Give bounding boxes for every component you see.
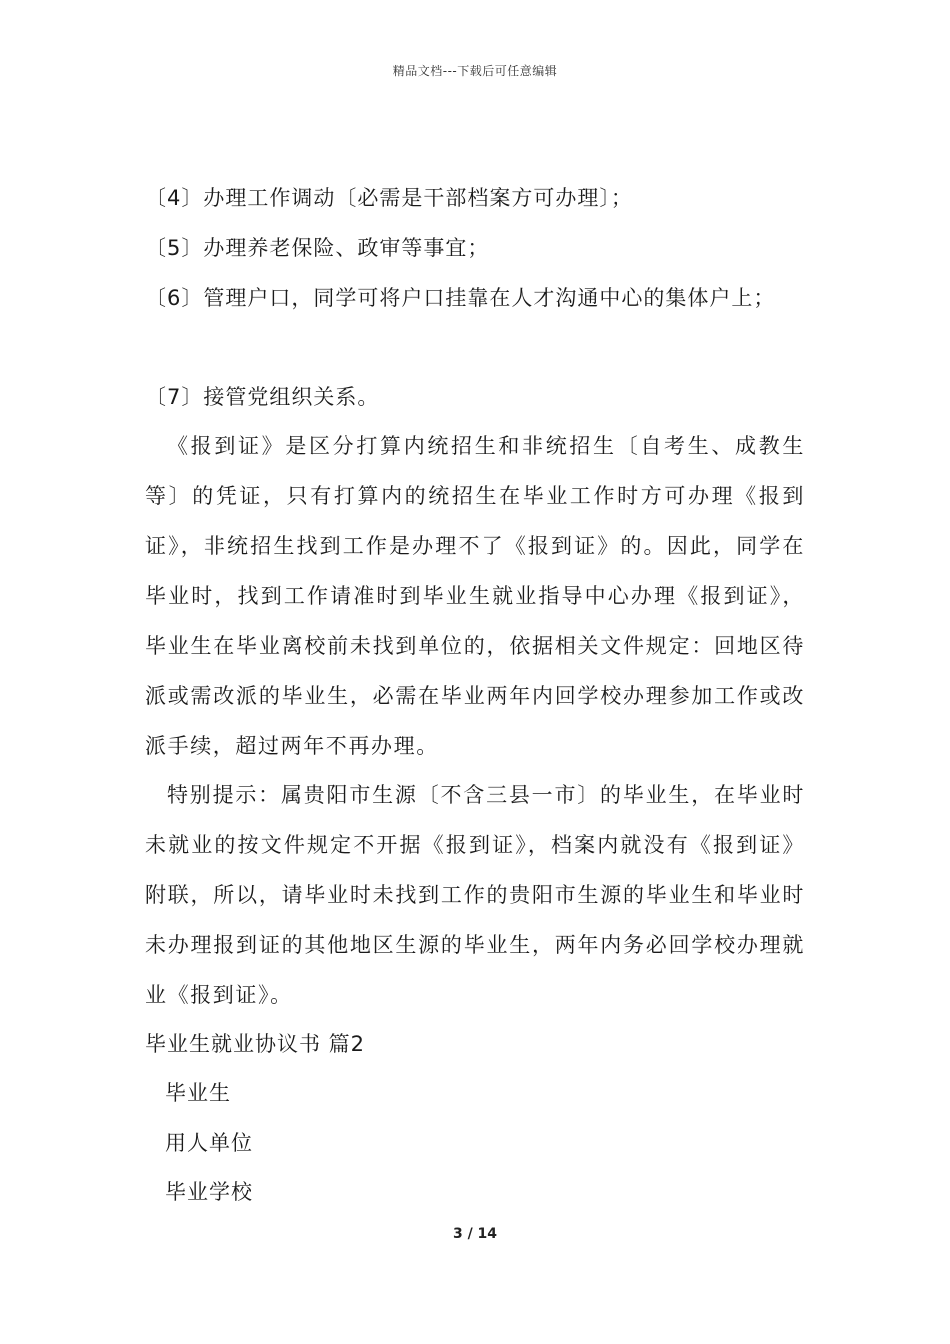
list-item-7: 〔7〕接管党组织关系。	[145, 385, 380, 409]
page-header: 精品文档---下载后可任意编辑	[392, 64, 558, 78]
list-item-5: 〔5〕办理养老保险、政审等事宜；	[145, 236, 490, 260]
list-item-6: 〔6〕管理户口，同学可将户口挂靠在人才沟通中心的集体户上；	[145, 286, 776, 310]
party-graduate: 毕业生	[165, 1081, 231, 1105]
party-school: 毕业学校	[165, 1180, 253, 1204]
section-title: 毕业生就业协议书 篇2	[145, 1032, 366, 1056]
list-item-4: 〔4〕办理工作调动〔必需是干部档案方可办理〕；	[145, 186, 633, 210]
paragraph-report-certificate: 《报到证》是区分打算内统招生和非统招生〔自考生、成教生等〕的凭证，只有打算内的统招生在毕业工作时方可办理《报到证》，非统招生找到工作是办理不了《报到证》的。因此，同学在毕业时，找到工作请准时到毕业生就业指导中心办理《报到证》，毕业生在毕业离校前未找到单位的，依据相关文件规定：回地区待派或需改派的毕业生，必需在毕业两年内回学校办理参加工作或改派手续，超过两年不再办理。	[145, 434, 805, 758]
party-employer: 用人单位	[165, 1131, 253, 1155]
page-number: 3 / 14	[452, 1226, 498, 1242]
paragraph-special-notice: 特别提示：属贵阳市生源〔不含三县一市〕的毕业生，在毕业时未就业的按文件规定不开据《报到证》，档案内就没有《报到证》附联，所以，请毕业时未找到工作的贵阳市生源的毕业生和毕业时未办理报到证的其他地区生源的毕业生，两年内务必回学校办理就业《报到证》。	[145, 783, 805, 1007]
